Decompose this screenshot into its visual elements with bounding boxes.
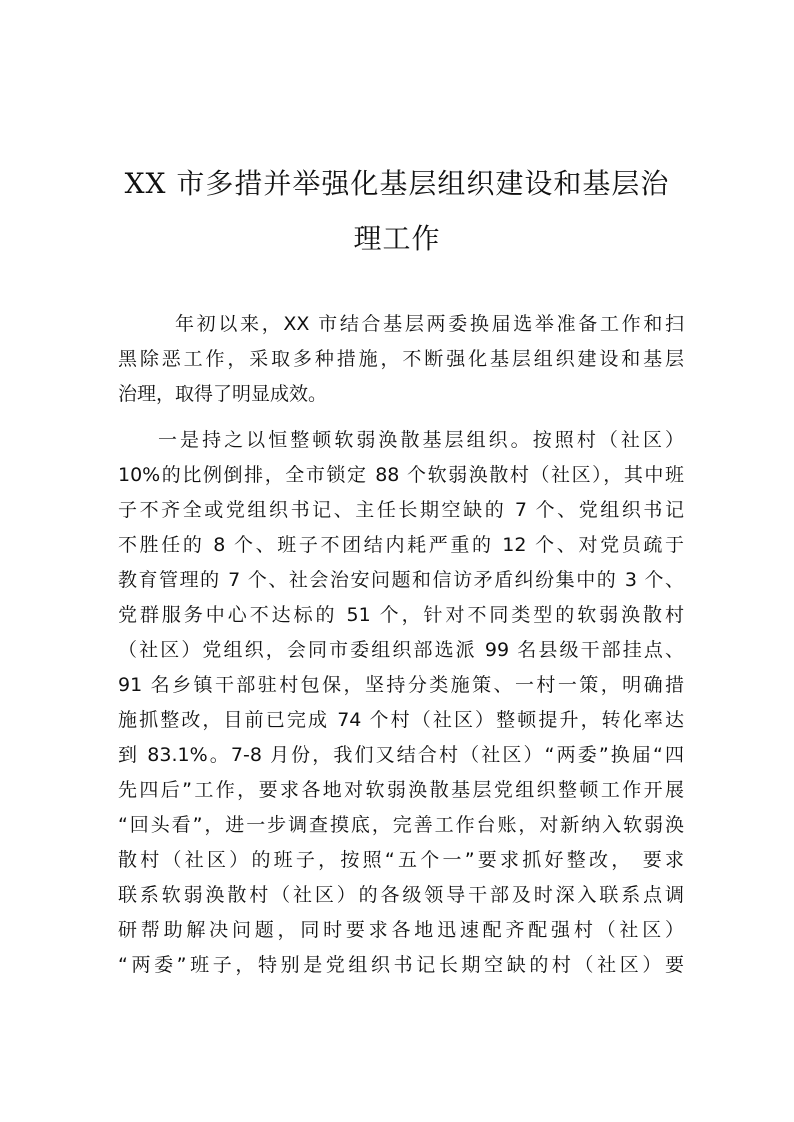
paragraph-2-line-6: 党群服务中心不达标的 51 个，针对不同类型的软弱涣散村 — [118, 604, 684, 626]
paragraph-2-line-2: 10%的比例倒排，全市锁定 88 个软弱涣散村（社区），其中班 — [118, 464, 684, 486]
paragraph-2-line-11: 先四后”工作，要求各地对软弱涣散基层党组织整顿工作开展 — [118, 779, 684, 801]
paragraph-2-line-15: 研帮助解决问题，同时要求各地迅速配齐配强村（社区） — [118, 919, 684, 941]
paragraph-2-line-1: 一是持之以恒整顿软弱涣散基层组织。按照村（社区） — [158, 429, 684, 451]
paragraph-1-line-1: 年初以来，XX 市结合基层两委换届选举准备工作和扫 — [175, 313, 684, 335]
paragraph-2-line-3: 子不齐全或党组织书记、主任长期空缺的 7 个、党组织书记 — [118, 499, 684, 521]
paragraph-2-line-9: 施抓整改，目前已完成 74 个村（社区）整顿提升，转化率达 — [118, 709, 684, 731]
paragraph-2-line-12: “回头看”，进一步调查摸底，完善工作台账，对新纳入软弱涣 — [118, 814, 684, 836]
paragraph-1-line-3: 治理，取得了明显成效。 — [118, 383, 328, 405]
paragraph-1-line-2: 黑除恶工作，采取多种措施，不断强化基层组织建设和基层 — [118, 348, 684, 370]
paragraph-2-line-5: 教育管理的 7 个、社会治安问题和信访矛盾纠纷集中的 3 个、 — [118, 569, 684, 591]
paragraph-2-line-7: （社区）党组织，会同市委组织部选派 99 名县级干部挂点、 — [118, 639, 684, 661]
paragraph-2-line-13: 散村（社区）的班子，按照“五个一”要求抓好整改， 要求 — [118, 849, 684, 871]
paragraph-2-line-10: 到 83.1%。7-8 月份，我们又结合村（社区）“两委”换届“四 — [118, 744, 684, 766]
document-title-line-1: XX 市多措并举强化基层组织建设和基层治 — [124, 167, 670, 200]
paragraph-2-line-8: 91 名乡镇干部驻村包保，坚持分类施策、一村一策，明确措 — [118, 674, 684, 696]
paragraph-2-line-14: 联系软弱涣散村（社区）的各级领导干部及时深入联系点调 — [118, 884, 684, 906]
document-title-line-2: 理工作 — [353, 222, 441, 255]
paragraph-2-line-16: “两委”班子，特别是党组织书记长期空缺的村（社区）要 — [118, 954, 684, 976]
paragraph-2-line-4: 不胜任的 8 个、班子不团结内耗严重的 12 个、对党员疏于 — [118, 534, 684, 556]
